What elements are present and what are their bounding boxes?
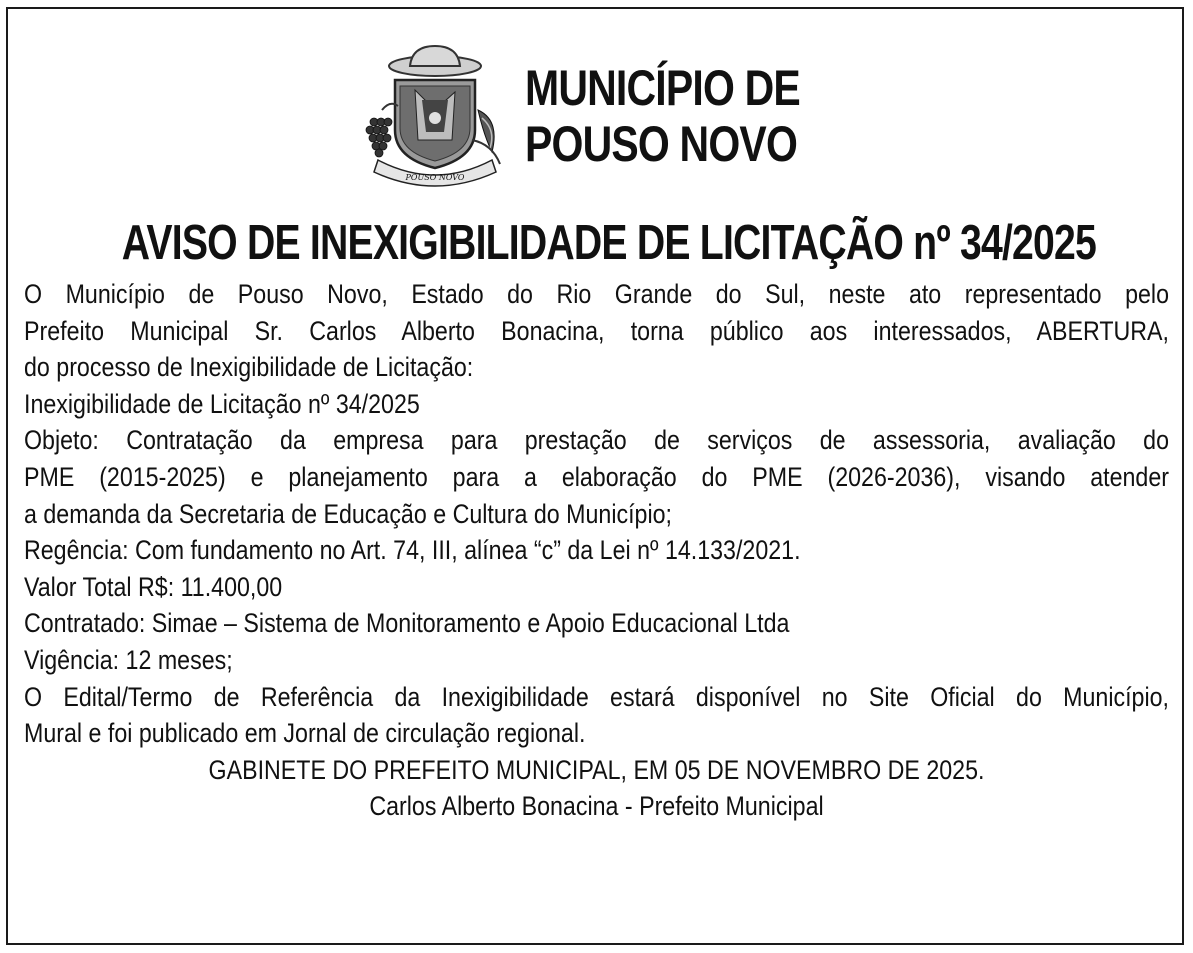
intro-line-2: Prefeito Municipal Sr. Carlos Alberto Bonacina, torna público aos interessados, ABERTURA, <box>24 315 1169 346</box>
notice-header <box>360 40 880 200</box>
total-value: Valor Total R$: 11.400,00 <box>24 571 283 602</box>
svg-text:POUSO NOVO: POUSO NOVO <box>405 173 465 182</box>
object-line-1: Objeto: Contratação da empresa para prestação de serviços de assessoria, avaliação do <box>24 425 1169 456</box>
regency-line: Regência: Com fundamento no Art. 74, III, alínea “c” da Lei nº 14.133/2021. <box>24 535 801 566</box>
municipality-name <box>525 60 800 172</box>
municipality-name-line1: MUNICÍPIO DE <box>525 60 800 116</box>
intro-line-3: do processo de Inexigibilidade de Licitação: <box>24 352 474 383</box>
contractor-line: Contratado: Simae – Sistema de Monitoramento e Apoio Educacional Ltda <box>24 608 790 639</box>
validity-line: Vigência: 12 meses; <box>24 644 233 675</box>
edital-line-1: O Edital/Termo de Referência da Inexigibilidade estará disponível no Site Oficial do Município, <box>24 681 1169 712</box>
cabinet-date-line: GABINETE DO PREFEITO MUNICIPAL, EM 05 DE NOVEMBRO DE 2025. <box>208 754 985 785</box>
notice-title <box>0 212 1193 274</box>
intro-line-1: O Município de Pouso Novo, Estado do Rio Grande do Sul, neste ato representado pelo <box>24 279 1169 309</box>
notice-title-text: AVISO DE INEXIGIBILIDADE DE LICITAÇÃO nº 34/2025 <box>121 216 1097 270</box>
edital-line-2: Mural e foi publicado em Jornal de circulação regional. <box>24 718 586 749</box>
notice-body <box>24 276 1169 825</box>
process-number: Inexigibilidade de Licitação nº 34/2025 <box>24 388 420 419</box>
signature-line: Carlos Alberto Bonacina - Prefeito Municipal <box>369 791 824 822</box>
object-line-3: a demanda da Secretaria de Educação e Cultura do Município; <box>24 498 672 529</box>
object-line-2: PME (2015-2025) e planejamento para a elaboração do PME (2026-2036), visando atender <box>24 461 1169 492</box>
municipality-name-line2: POUSO NOVO <box>525 116 798 172</box>
municipal-coat-of-arms-icon <box>360 40 510 190</box>
